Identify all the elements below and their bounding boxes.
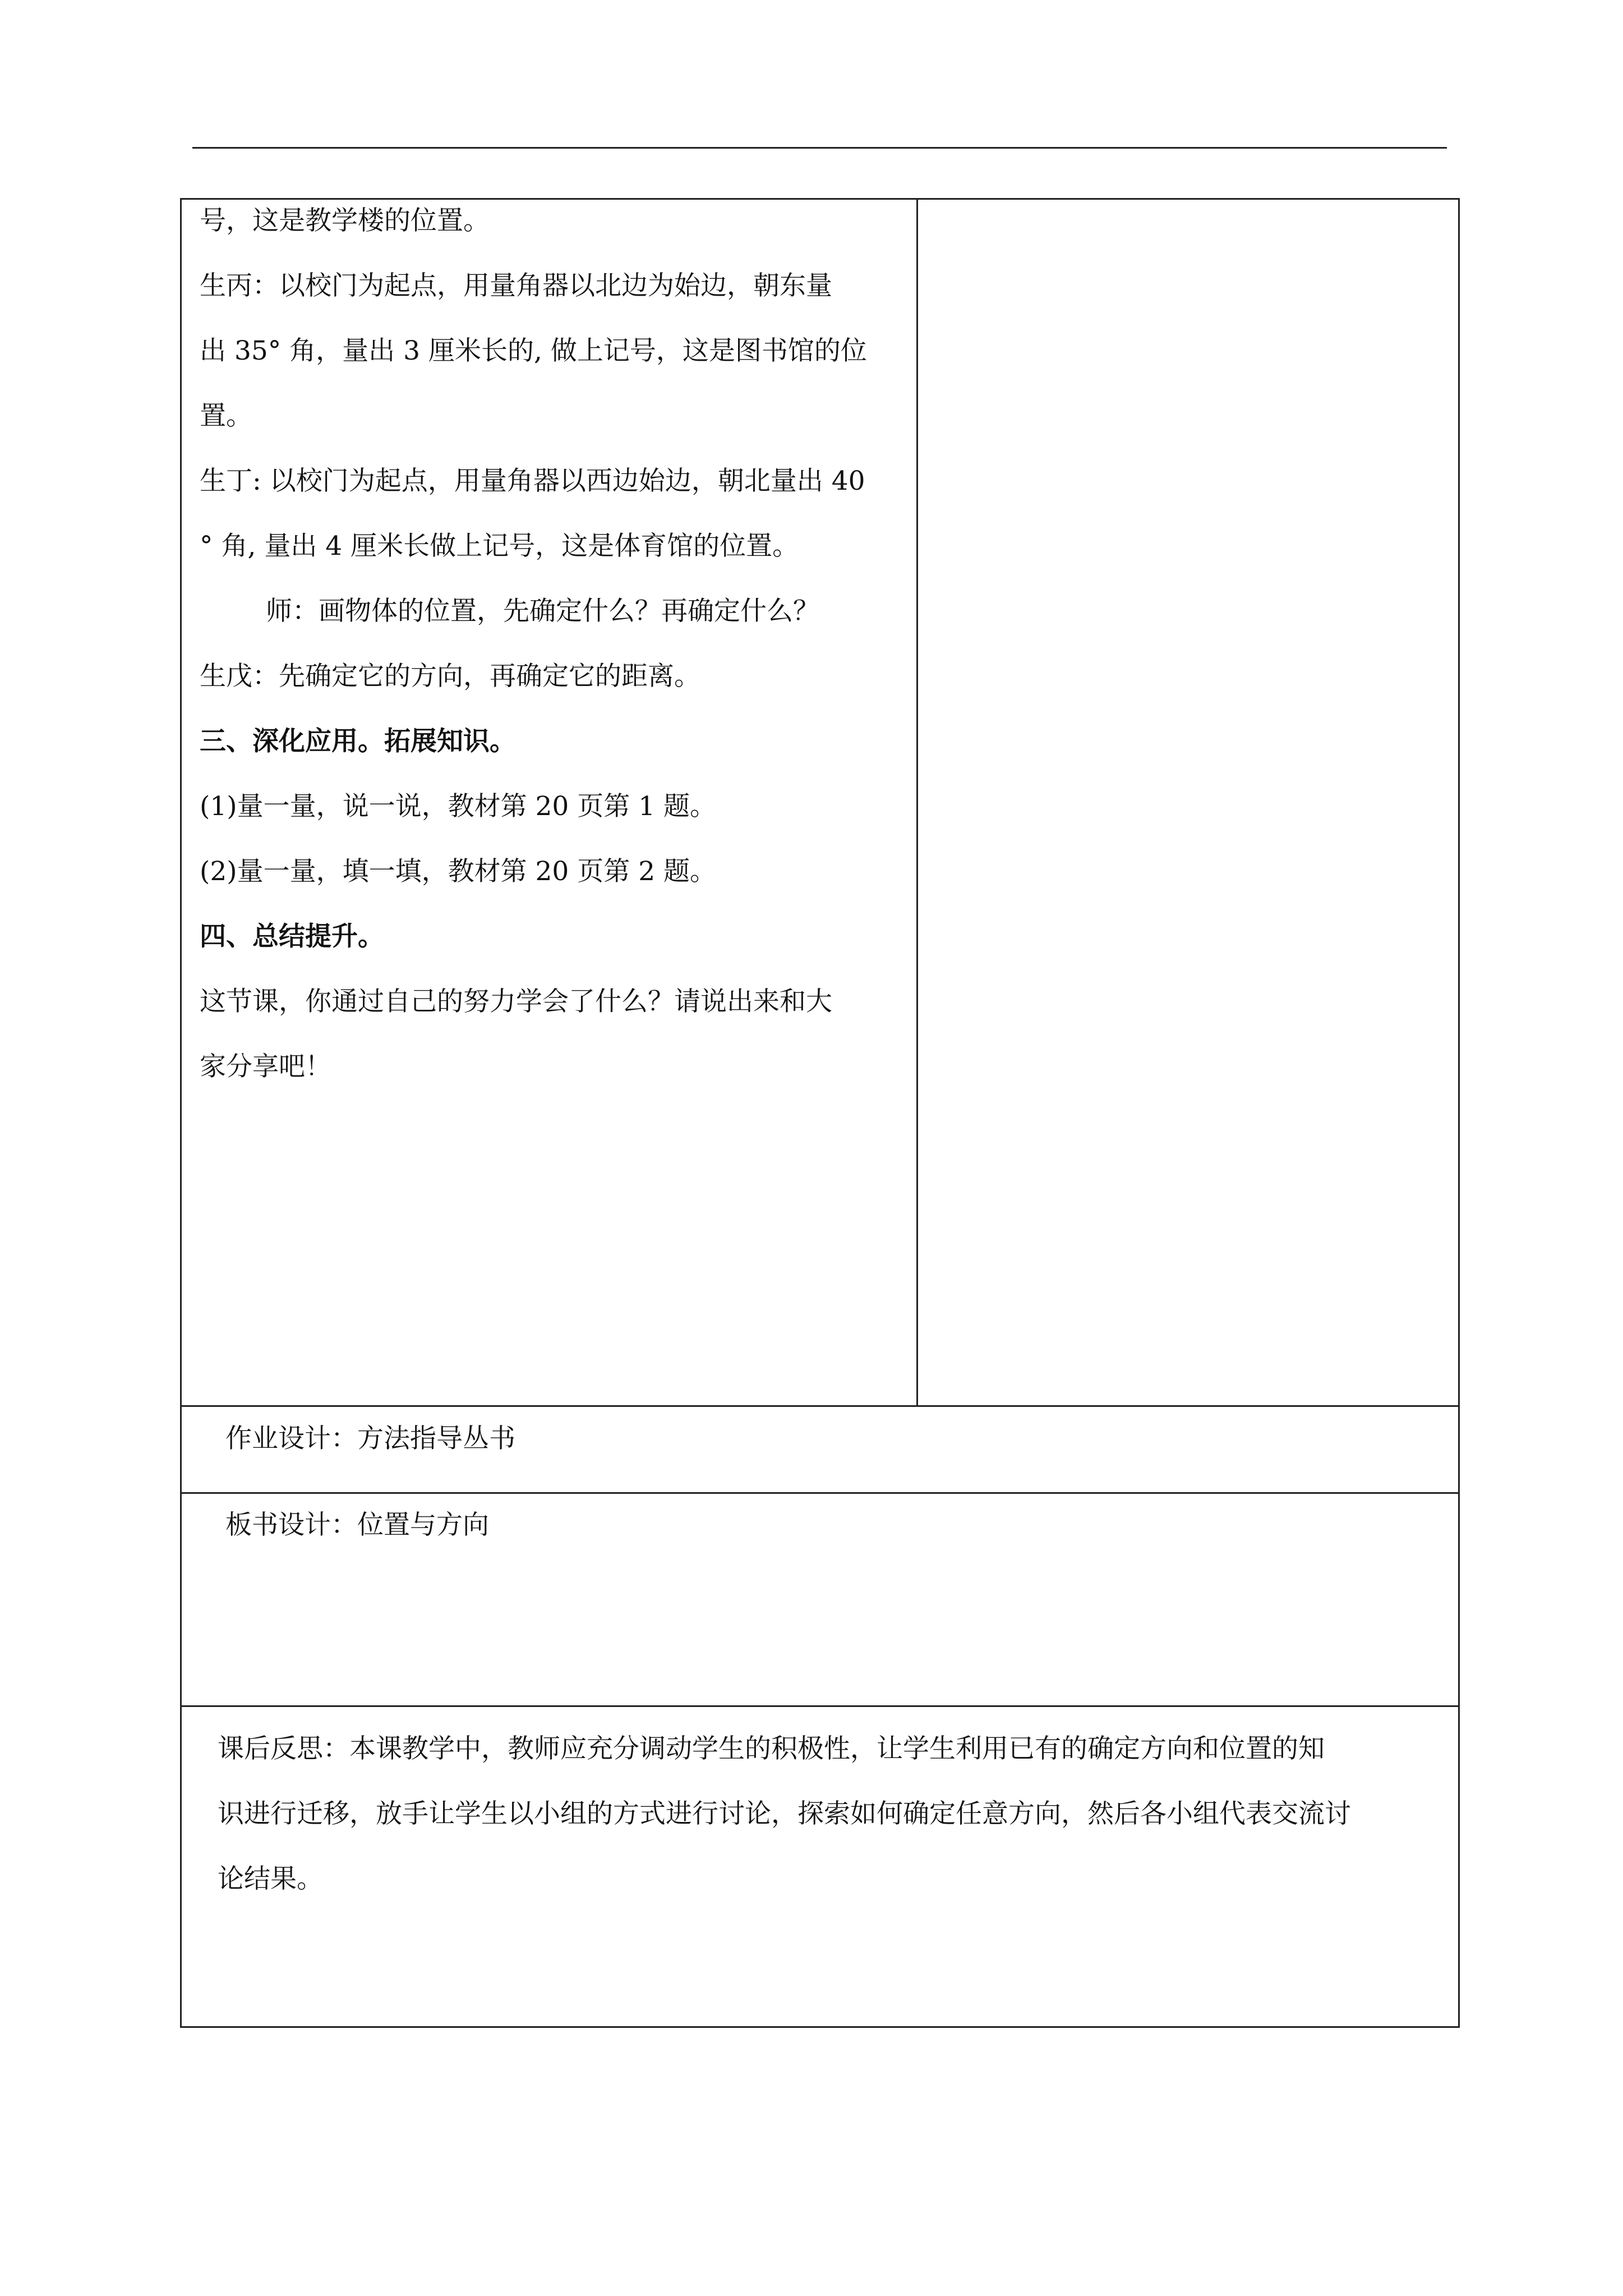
table-border-top <box>180 198 1460 200</box>
lesson-line: 生丁: 以校门为起点，用量角器以西边始边，朝北量出 40 <box>200 466 865 496</box>
header-rule <box>192 147 1447 149</box>
table-border-right <box>1458 198 1460 2028</box>
lesson-line: ° 角, 量出 4 厘米长做上记号，这是体育馆的位置。 <box>200 531 799 562</box>
column-divider <box>916 198 918 1406</box>
reflection-line: 课后反思：本课教学中，教师应充分调动学生的积极性，让学生利用已有的确定方向和位置的知 <box>218 1733 1325 1764</box>
lesson-body-cell <box>200 205 901 1116</box>
lesson-line: 师：画物体的位置，先确定什么？再确定什么？ <box>266 596 819 627</box>
reflection-line: 识进行迁移，放手让学生以小组的方式进行讨论，探索如何确定任意方向，然后各小组代表交流讨 <box>218 1798 1351 1829</box>
section-heading: 三、深化应用。拓展知识。 <box>200 726 516 757</box>
lesson-line: 生戊：先确定它的方向，再确定它的距离。 <box>200 661 700 692</box>
reflection-line: 论结果。 <box>218 1864 323 1894</box>
section-heading: 四、总结提升。 <box>200 921 384 952</box>
table-border-left <box>180 198 182 2028</box>
lesson-line: (2)量一量，填一填，教材第 20 页第 2 题。 <box>200 856 717 887</box>
lesson-line: (1)量一量，说一说，教材第 20 页第 1 题。 <box>200 791 717 822</box>
lesson-line: 出 35° 角，量出 3 厘米长的, 做上记号，这是图书馆的位 <box>200 335 867 366</box>
reflection-text <box>218 1717 1440 1912</box>
lesson-line: 家分享吧！ <box>200 1051 331 1082</box>
row-divider-board <box>180 1492 1460 1494</box>
lesson-line: 置。 <box>200 401 252 431</box>
lesson-line: 号，这是教学楼的位置。 <box>200 205 490 236</box>
lesson-line: 生丙：以校门为起点，用量角器以北边为始边，朝东量 <box>200 270 832 301</box>
board-design-text: 板书设计：位置与方向 <box>225 1510 489 1540</box>
lesson-line: 这节课，你通过自己的努力学会了什么？请说出来和大 <box>200 986 832 1017</box>
row-divider-homework <box>180 1405 1460 1407</box>
row-divider-reflection <box>180 1705 1460 1707</box>
table-border-bottom <box>180 2026 1460 2028</box>
homework-text: 作业设计：方法指导丛书 <box>225 1423 515 1454</box>
